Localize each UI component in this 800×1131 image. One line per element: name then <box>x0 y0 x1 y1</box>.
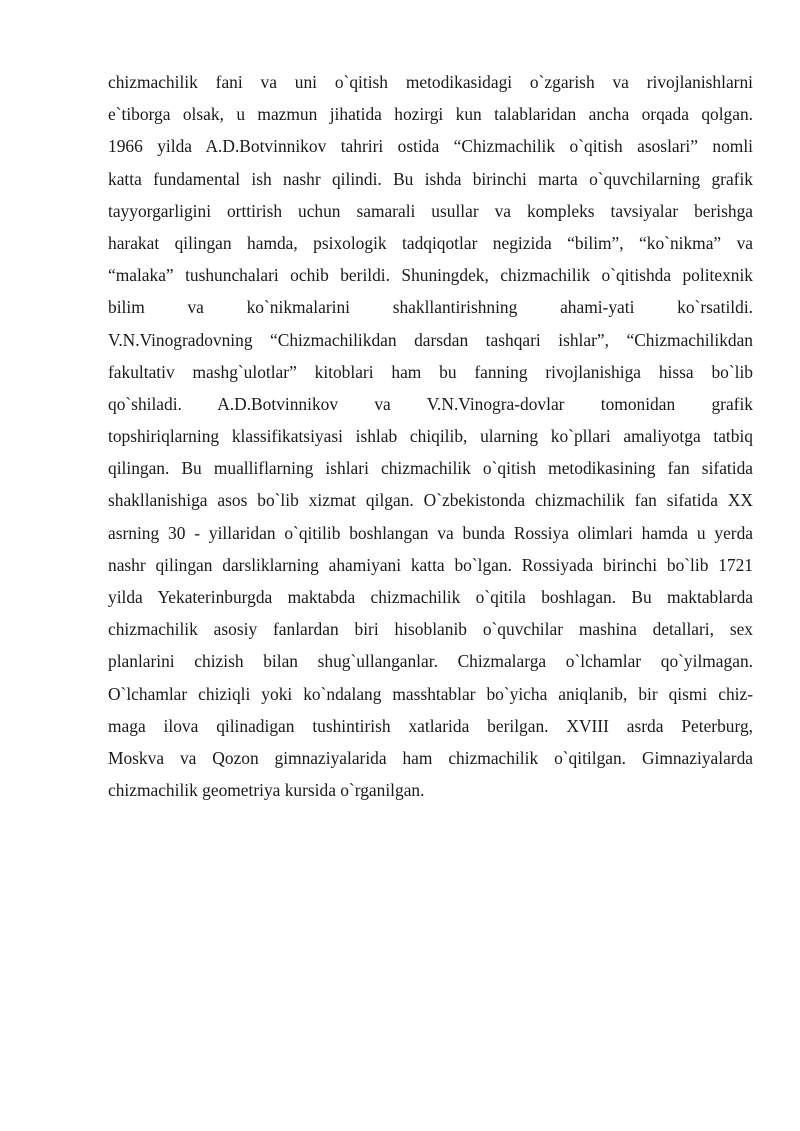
text-line: chizmachilik geometriya kursida o`rganilgan. <box>108 780 425 801</box>
body-paragraph <box>108 66 753 806</box>
text-line: tayyorgarligini orttirish uchun samarali usullar va kompleks tavsiyalar berishga <box>108 200 753 221</box>
text-line: e`tiborga olsak, u mazmun jihatida hozirgi kun talablaridan ancha orqada qolgan. <box>108 104 753 125</box>
text-line: nashr qilingan darsliklarning ahamiyani katta bo`lgan. Rossiyada birinchi bo`lib 1721 <box>108 554 753 575</box>
text-line: qilingan. Bu mualliflarning ishlari chizmachilik o`qitish metodikasining fan sifatida <box>108 458 753 479</box>
text-line: V.N.Vinogradovning “Chizmachilikdan darsdan tashqari ishlar”, “Chizmachilikdan <box>108 329 753 350</box>
text-line: topshiriqlarning klassifikatsiyasi ishlab chiqilib, ularning ko`pllari amaliyotga tatbiq <box>108 426 753 447</box>
text-line: planlarini chizish bilan shug`ullanganlar. Chizmalarga o`lchamlar qo`yilmagan. <box>108 651 753 672</box>
text-line: katta fundamental ish nashr qilindi. Bu ishda birinchi marta o`quvchilarning grafik <box>108 168 753 189</box>
text-line: Moskva va Qozon gimnaziyalarida ham chizmachilik o`qitilgan. Gimnaziyalarda <box>108 747 753 768</box>
text-line: 1966 yilda A.D.Botvinnikov tahriri ostida “Chizmachilik o`qitish asoslari” nomli <box>108 136 753 157</box>
text-line: harakat qilingan hamda, psixologik tadqiqotlar negizida “bilim”, “ko`nikma” va <box>108 232 753 253</box>
text-line: asrning 30 - yillaridan o`qitilib boshlangan va bunda Rossiya olimlari hamda u yerda <box>108 522 753 543</box>
text-line: shakllanishiga asos bo`lib xizmat qilgan. O`zbekistonda chizmachilik fan sifatida XX <box>108 490 753 511</box>
text-line: O`lchamlar chiziqli yoki ko`ndalang masshtablar bo`yicha aniqlanib, bir qismi chiz- <box>108 683 753 704</box>
text-line: chizmachilik fani va uni o`qitish metodikasidagi o`zgarish va rivojlanishlarni <box>108 72 753 92</box>
text-line: chizmachilik asosiy fanlardan biri hisoblanib o`quvchilar mashina detallari, sex <box>108 619 753 640</box>
text-line: bilim va ko`nikmalarini shakllantirishning ahami-yati ko`rsatildi. <box>108 297 753 318</box>
text-line: qo`shiladi. A.D.Botvinnikov va V.N.Vinogra-dovlar tomonidan grafik <box>108 393 753 414</box>
text-line: fakultativ mashg`ulotlar” kitoblari ham bu fanning rivojlanishiga hissa bo`lib <box>108 361 753 382</box>
text-line: yilda Yekaterinburgda maktabda chizmachilik o`qitila boshlagan. Bu maktablarda <box>108 587 753 607</box>
text-line: “malaka” tushunchalari ochib berildi. Shuningdek, chizmachilik o`qitishda politexnik <box>108 265 753 286</box>
text-line: maga ilova qilinadigan tushintirish xatlarida berilgan. XVIII asrda Peterburg, <box>108 715 753 736</box>
